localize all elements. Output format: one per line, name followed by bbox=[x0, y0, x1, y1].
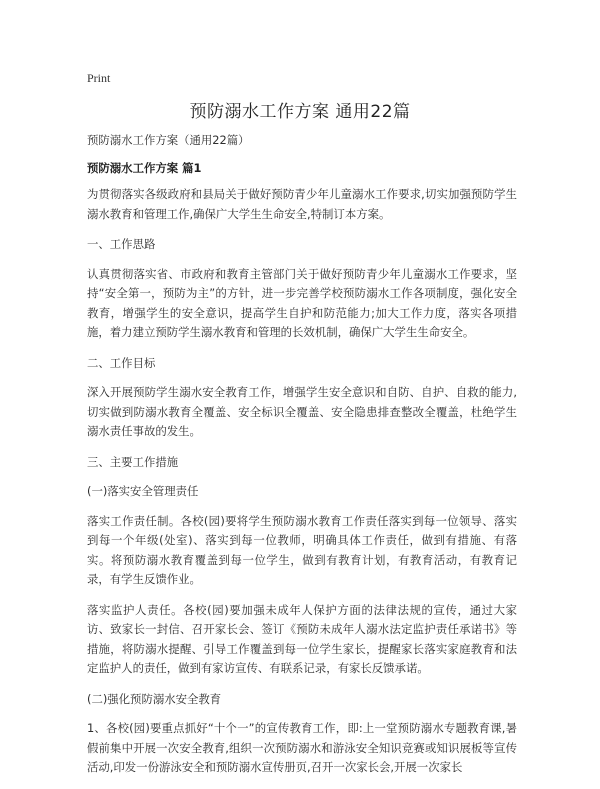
paragraph-guardian-responsibility: 落实监护人责任。各校(园)要加强未成年人保护方面的法律法规的宣传，通过大家访、致家长一封信、召开家长会、签订《预防未成年人溺水法定监护责任承诺书》等措施，将防溺水提醒、引导工作覆盖到每一位学生家长，提醒家长落实家庭教育和法定监护人的责任，做到有家访宣传、有联系记录，有家长反馈承诺。 bbox=[87, 602, 517, 675]
intro-paragraph: 为贯彻落实各级政府和县局关于做好预防青少年儿童溺水工作要求,切实加强预防学生溺水教育和管理工作,确保广大学生生命安全,特制订本方案。 bbox=[87, 187, 517, 221]
subsection-heading-safety-responsibility: (一)落实安全管理责任 bbox=[87, 484, 199, 498]
document-body bbox=[87, 131, 517, 789]
paragraph-ten-ones-campaign: 1、各校(园)要重点抓好“十个一”的宣传教育工作，即:上一堂预防溺水专题教育课,暑假前集中开展一次安全教育,组织一次预防溺水和游泳安全知识竞赛或知识展板等宣传活动,印发一份游泳安全和预防溺水宣传册页,召开一次家长会,开展一次家长 bbox=[87, 721, 517, 774]
section-heading-main-measures: 三、主要工作措施 bbox=[87, 454, 179, 469]
section-heading-work-approach: 一、工作思路 bbox=[87, 237, 156, 251]
document-subtitle: 预防溺水工作方案（通用22篇） bbox=[87, 133, 250, 147]
section-heading-work-goals: 二、工作目标 bbox=[87, 355, 156, 370]
paragraph-work-responsibility: 落实工作责任制。各校(园)要将学生预防溺水教育工作责任落实到每一位领导、落实到每一个年级(处室)、落实到每一位教师，明确具体工作责任，做到有措施、有落实。将预防溺水教育覆盖到每一位学生，做到有教育计划，有教育活动，有教育记录，有学生反馈作业。 bbox=[87, 513, 517, 586]
section-paragraph-work-approach: 认真贯彻落实省、市政府和教育主管部门关于做好预防青少年儿童溺水工作要求，坚持“安全第一，预防为主”的方针，进一步完善学校预防溺水工作各项制度，强化安全教育，增强学生的安全意识，提高学生自护和防范能力;加大工作力度，落实各项措施，着力建立预防学生溺水教育和管理的长效机制，确保广大学生生命安全。 bbox=[87, 266, 517, 339]
print-label: Print bbox=[87, 71, 111, 85]
document-title: 预防溺水工作方案 通用22篇 bbox=[189, 102, 411, 122]
section-paragraph-work-goals: 深入开展预防学生溺水安全教育工作，增强学生安全意识和自防、自护、自救的能力,切实做到防溺水教育全覆盖、安全标识全覆盖、安全隐患排查整改全覆盖，杜绝学生溺水责任事故的发生。 bbox=[87, 385, 517, 438]
subsection-heading-safety-education: (二)强化预防溺水安全教育 bbox=[87, 691, 222, 706]
chapter-title: 预防溺水工作方案 篇1 bbox=[87, 160, 202, 175]
